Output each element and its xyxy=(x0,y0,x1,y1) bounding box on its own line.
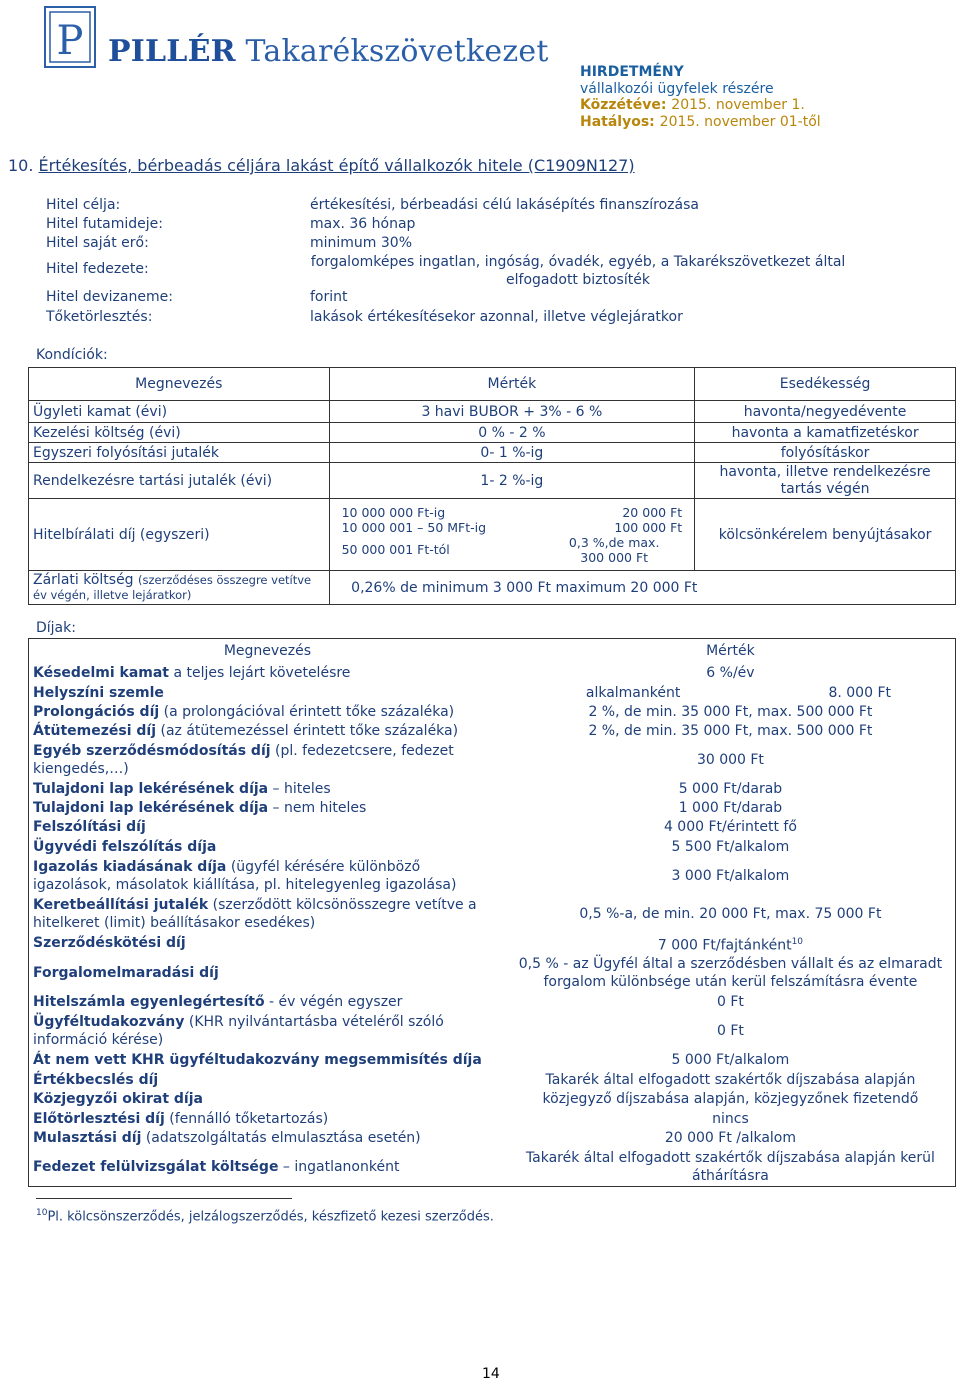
row-value: 4 000 Ft/érintett fő xyxy=(506,818,956,837)
detail-value: max. 36 hónap xyxy=(310,216,416,232)
notice-block xyxy=(580,64,821,130)
row-name: Igazolás kiadásának díja (ügyfél kérésére különböző igazolások, másolatok kiállítása, pl. hitelegyenleg igazolása) xyxy=(33,858,457,893)
table-row xyxy=(29,1148,956,1186)
page-number: 14 xyxy=(482,1366,500,1382)
table-row xyxy=(29,933,956,955)
published-line: Közzétéve: 2015. november 1. xyxy=(580,97,805,113)
detail-label: Hitel saját erő: xyxy=(46,235,149,251)
table-row xyxy=(29,1109,956,1128)
row-name: Tulajdoni lap lekérésének díja – nem hiteles xyxy=(33,800,367,816)
row-value: 0 Ft xyxy=(506,992,956,1012)
row-due: havonta, illetve rendelkezésre tartás végén xyxy=(695,463,956,499)
notice-title: HIRDETMÉNY xyxy=(580,64,684,80)
row-name: Ügyleti kamat (évi) xyxy=(29,401,330,423)
row-due: kölcsönkérelem benyújtásakor xyxy=(695,499,956,571)
column-header: Esedékesség xyxy=(695,368,956,401)
row-name: Helyszíni szemle xyxy=(33,684,164,701)
table-row xyxy=(29,423,956,443)
column-header: Mérték xyxy=(506,639,956,663)
table-row xyxy=(29,499,956,571)
column-header: Megnevezés xyxy=(29,368,330,401)
logo-rest: Takarékszövetkezet xyxy=(245,34,549,69)
table-row xyxy=(29,857,956,895)
row-value: 0,5 % - az Ügyfél által a szerződésben vállalt és az elmaradt forgalom különbsége után kerül felszámításra évente xyxy=(506,954,956,992)
row-value: 0 % - 2 % xyxy=(329,423,695,443)
row-value: 3 000 Ft/alkalom xyxy=(506,857,956,895)
row-value: 2 %, de min. 35 000 Ft, max. 500 000 Ft xyxy=(506,703,956,722)
row-name: Fedezet felülvizsgálat költsége – ingatlanonként xyxy=(29,1148,506,1186)
detail-label: Tőketörlesztés: xyxy=(46,309,153,325)
row-due: havonta a kamatfizetéskor xyxy=(695,423,956,443)
row-name: Kezelési költség (évi) xyxy=(29,423,330,443)
table-row xyxy=(29,799,956,818)
row-due: folyósításkor xyxy=(695,443,956,463)
row-name: Prolongációs díj (a prolongációval érintett tőke százaléka) xyxy=(33,704,455,720)
logo xyxy=(44,6,96,68)
table-row xyxy=(29,779,956,799)
row-name: Keretbeállítási jutalék (szerződött kölcsönösszegre vetítve a hitelkeret (limit) beállításakor esedékes) xyxy=(33,896,477,931)
row-name: Tulajdoni lap lekérésének díja – hiteles xyxy=(33,780,331,797)
row-name: Rendelkezésre tartási jutalék (évi) xyxy=(29,463,330,499)
svg-text:P: P xyxy=(56,18,84,64)
table-row xyxy=(29,741,956,779)
table-row xyxy=(29,571,956,605)
row-value: 1 000 Ft/darab xyxy=(506,799,956,818)
row-name: Mulasztási díj (adatszolgáltatás elmulasztása esetén) xyxy=(33,1130,421,1147)
row-name: Zárlati költség (szerződéses összegre vetítve év végén, illetve lejáratkor) xyxy=(29,571,330,605)
row-name: Szerződéskötési díj xyxy=(33,935,186,952)
table-row xyxy=(29,954,956,992)
row-value: 7 000 Ft/fajtánként$^{10}$ xyxy=(506,933,956,955)
row-value: 1- 2 %-ig xyxy=(329,463,695,499)
row-name: Ügyféltudakozvány (KHR nyilvántartásba vételéről szóló információ kérése) xyxy=(33,1014,444,1049)
dijak-table xyxy=(28,638,956,1187)
table-row xyxy=(29,401,956,423)
row-name: Átütemezési díj (az átütemezéssel érintett tőke százaléka) xyxy=(33,723,459,739)
row-name: Értékbecslés díj xyxy=(33,1071,159,1088)
detail-value: értékesítési, bérbeadási célú lakásépítés finanszírozása xyxy=(310,197,699,213)
table-row xyxy=(29,818,956,837)
column-header: Mérték xyxy=(329,368,695,401)
column-header: Megnevezés xyxy=(29,639,506,663)
row-value: Takarék által elfogadott szakértők díjszabása alapján xyxy=(506,1070,956,1089)
table-row xyxy=(29,722,956,741)
section-heading: 10. Értékesítés, bérbeadás céljára lakást építő vállalkozók hitele (C1909N127) xyxy=(8,156,635,175)
tier-row: 50 000 001 Ft-tól 0,3 %,de max. 300 000 Ft xyxy=(341,534,660,565)
row-value: 5 000 Ft/darab xyxy=(506,779,956,799)
row-name: Hitelszámla egyenlegértesítő - év végén egyszer xyxy=(33,994,403,1011)
row-value: 0- 1 %-ig xyxy=(329,443,695,463)
row-name: Előtörlesztési díj (fennálló tőketartozás) xyxy=(33,1110,329,1127)
row-name: Egyszeri folyósítási jutalék xyxy=(29,443,330,463)
tier-row: 10 000 001 – 50 MFt-ig 100 000 Ft xyxy=(341,519,683,535)
row-name: Felszólítási díj xyxy=(33,819,146,835)
detail-label: Hitel futamideje: xyxy=(46,216,163,232)
row-value: 0,5 %-a, de min. 20 000 Ft, max. 75 000 Ft xyxy=(506,895,956,933)
table-row xyxy=(29,992,956,1012)
table-row xyxy=(29,1128,956,1148)
row-name: Késedelmi kamat a teljes lejárt követelésre xyxy=(33,664,351,681)
table-row xyxy=(29,837,956,857)
table-row xyxy=(29,1070,956,1089)
footnote: $^{10}$Pl. kölcsönszerződés, jelzálogszerződés, készfizető kezesi szerződés. xyxy=(36,1208,494,1225)
detail-value: forint xyxy=(310,289,348,305)
row-name: Ügyvédi felszólítás díja xyxy=(33,838,217,855)
row-value: 0,26% de minimum 3 000 Ft maximum 20 000 Ft xyxy=(329,571,955,605)
row-value: Takarék által elfogadott szakértők díjszabása alapján kerül áthárításra xyxy=(506,1148,956,1186)
table-header-row xyxy=(29,368,956,401)
kondiciok-heading: Kondíciók: xyxy=(36,347,108,363)
tier-row: 10 000 000 Ft-ig 20 000 Ft xyxy=(341,504,683,520)
row-value: közjegyző díjszabása alapján, közjegyzőnek fizetendő xyxy=(506,1089,956,1109)
dijak-heading: Díjak: xyxy=(36,620,76,636)
row-value: 2 %, de min. 35 000 Ft, max. 500 000 Ft xyxy=(506,722,956,741)
table-row xyxy=(29,895,956,933)
table-header-row xyxy=(29,639,956,663)
row-value: 0 Ft xyxy=(506,1012,956,1050)
footnote-divider xyxy=(36,1198,292,1199)
fee-tiers xyxy=(329,499,695,571)
detail-label: Hitel célja: xyxy=(46,197,121,213)
row-value: 6 %/év xyxy=(506,663,956,683)
kondiciok-table xyxy=(28,367,956,605)
row-value: nincs xyxy=(506,1109,956,1128)
row-name: Forgalomelmaradási díj xyxy=(33,965,219,982)
table-row xyxy=(29,1012,956,1050)
table-row xyxy=(29,683,956,703)
row-name: Egyéb szerződésmódosítás díj (pl. fedezetcsere, fedezet kiengedés,…) xyxy=(33,742,454,777)
notice-subtitle: vállalkozói ügyfelek részére xyxy=(580,80,774,97)
detail-value: forgalomképes ingatlan, ingóság, óvadék, egyéb, a Takarékszövetkezet által elfogadott biztosíték xyxy=(310,254,846,288)
detail-value: lakások értékesítésekor azonnal, illetve véglejáratkor xyxy=(310,309,683,325)
row-value: 3 havi BUBOR + 3% - 6 % xyxy=(329,401,695,423)
table-row xyxy=(29,443,956,463)
effective-line: Hatályos: 2015. november 01-től xyxy=(580,113,821,130)
row-value: 20 000 Ft /alkalom xyxy=(506,1128,956,1148)
row-name: Hitelbírálati díj (egyszeri) xyxy=(29,499,330,571)
row-value: alkalmanként 8. 000 Ft xyxy=(506,683,956,703)
row-value: 30 000 Ft xyxy=(506,741,956,779)
detail-label: Hitel devizaneme: xyxy=(46,289,173,305)
row-due: havonta/negyedévente xyxy=(695,401,956,423)
row-name: Közjegyzői okirat díja xyxy=(33,1091,203,1108)
detail-label: Hitel fedezete: xyxy=(46,261,149,277)
table-row xyxy=(29,463,956,499)
logo-wordmark xyxy=(108,34,549,69)
logo-brand: PILLÉR xyxy=(108,34,236,69)
table-row xyxy=(29,663,956,683)
table-row xyxy=(29,703,956,722)
row-value: 5 500 Ft/alkalom xyxy=(506,837,956,857)
detail-value: minimum 30% xyxy=(310,235,413,251)
row-value: 5 000 Ft/alkalom xyxy=(506,1050,956,1070)
table-row xyxy=(29,1050,956,1070)
row-name: Át nem vett KHR ügyféltudakozvány megsemmisítés díja xyxy=(33,1052,482,1069)
table-row xyxy=(29,1089,956,1109)
